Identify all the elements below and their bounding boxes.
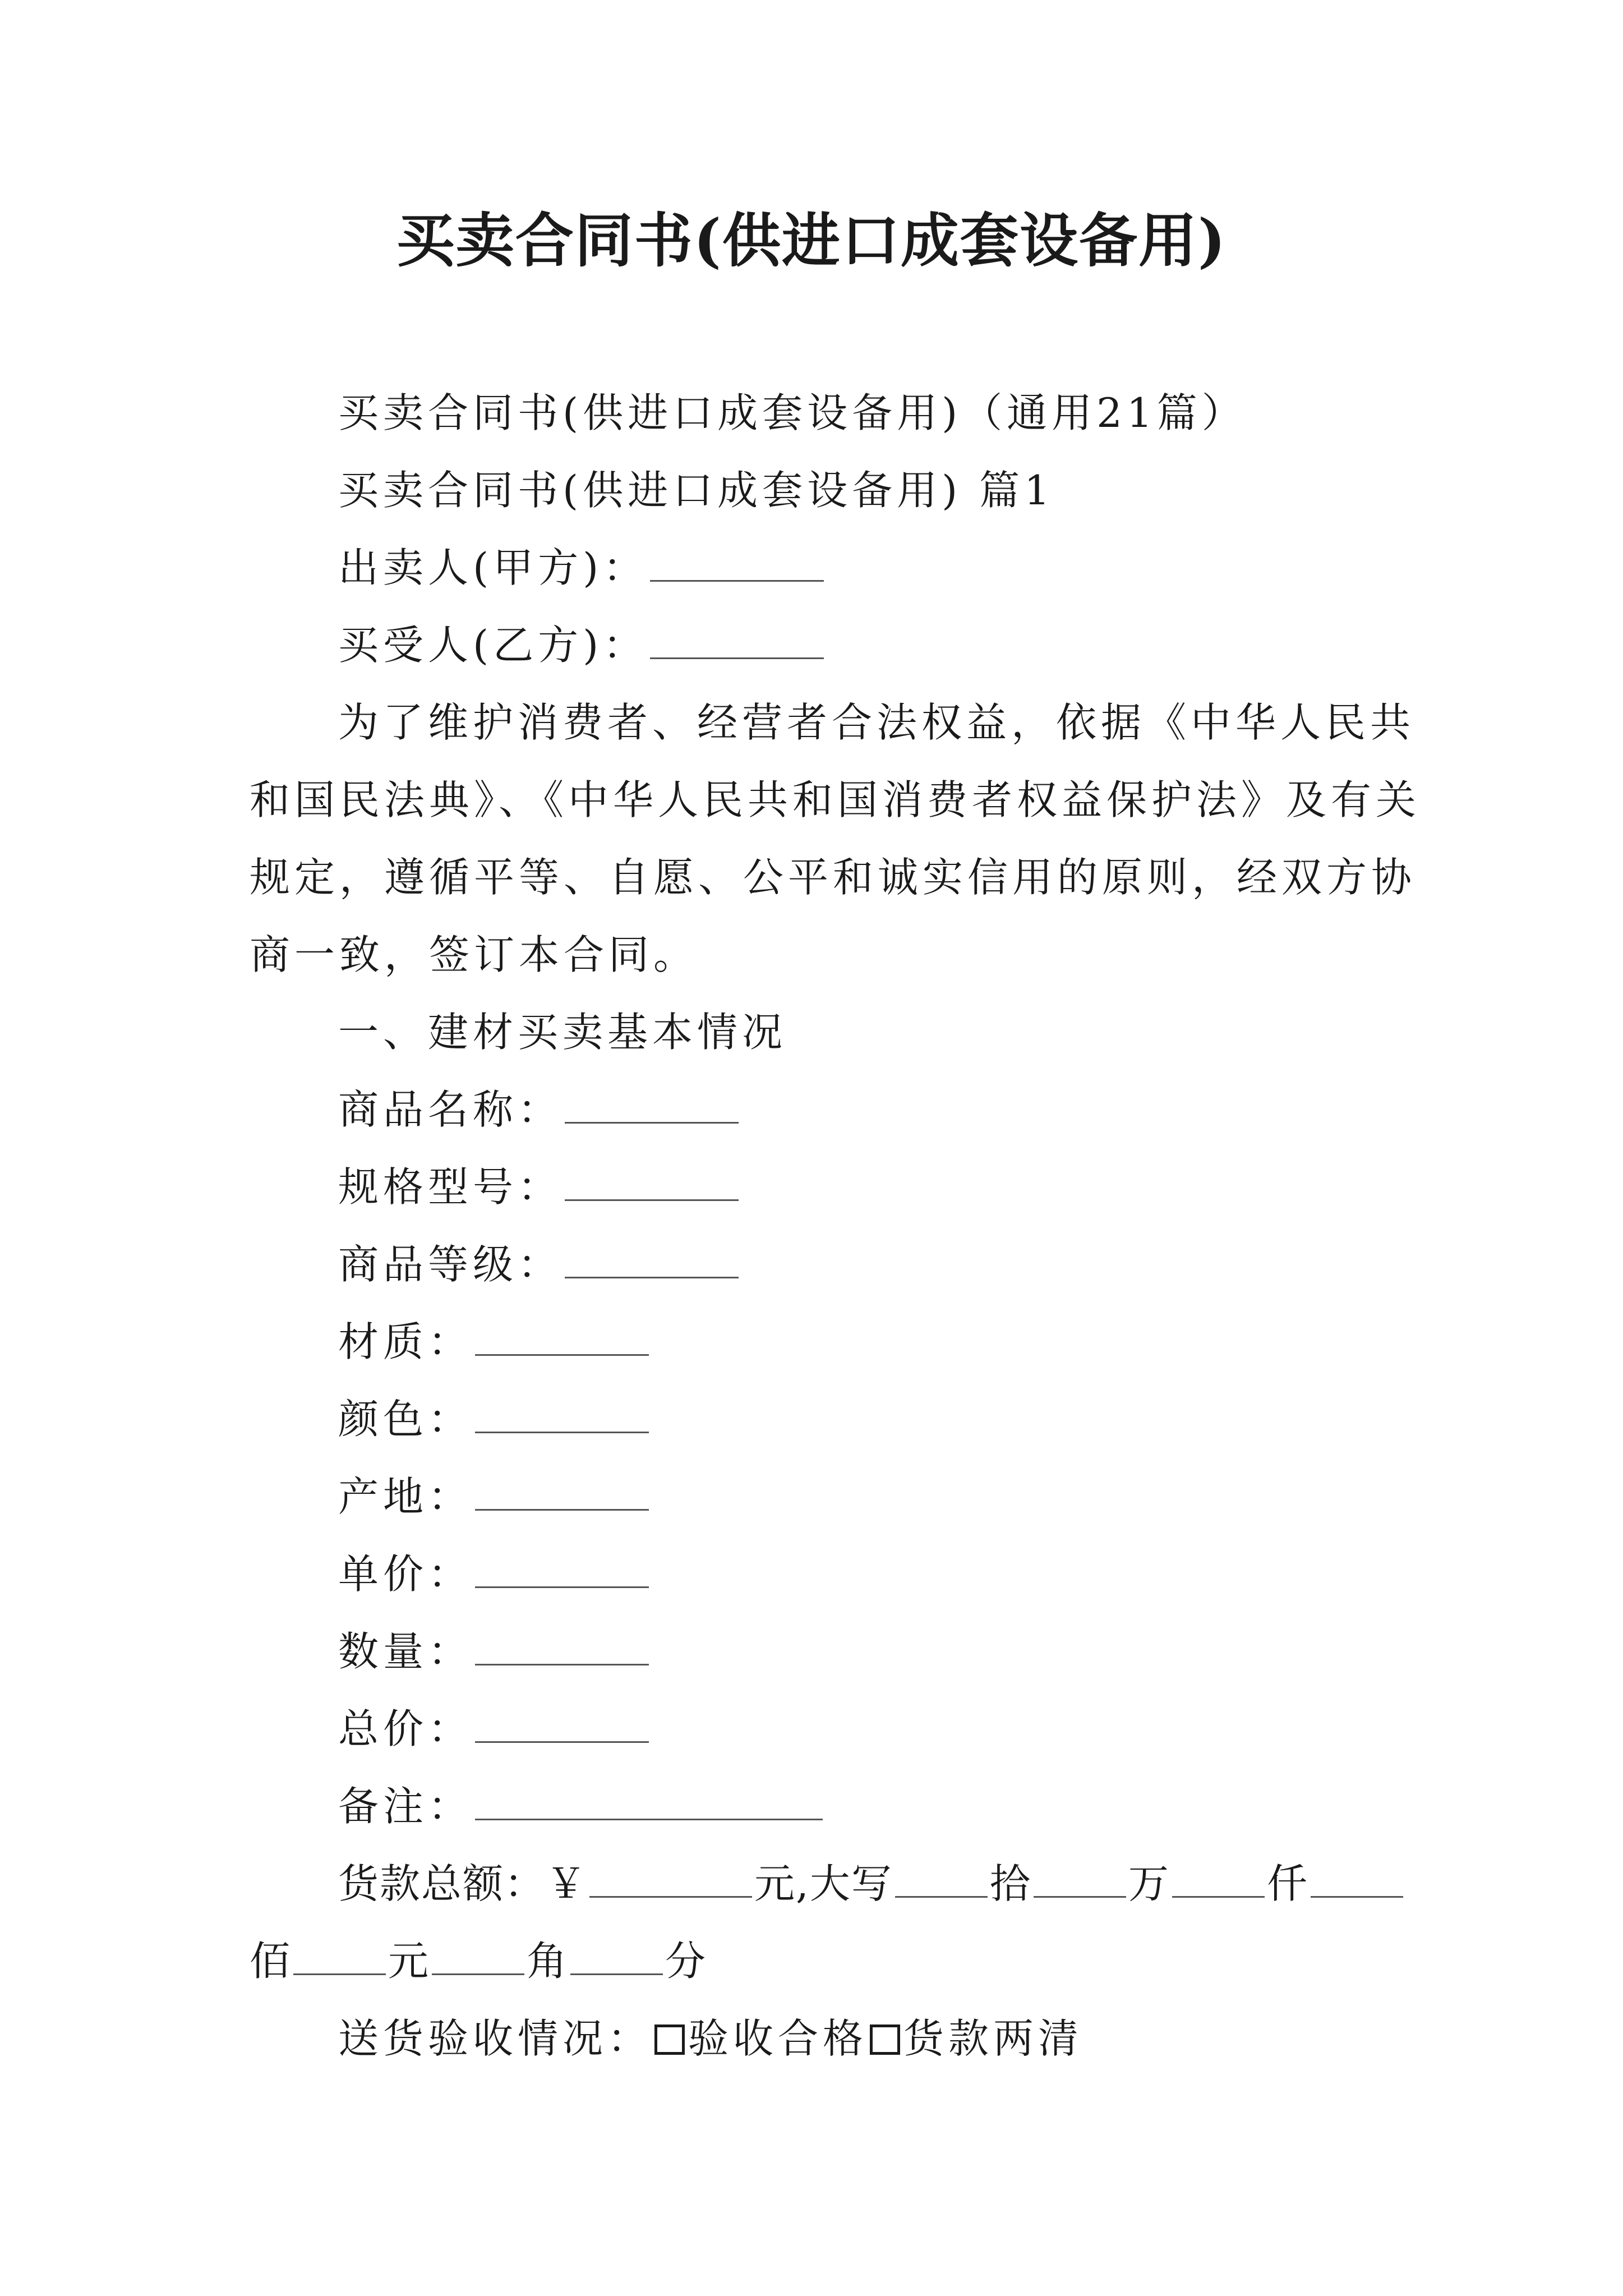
seller-label: 出卖人(甲方)： <box>338 544 648 591</box>
document-title: 买卖合同书(供进口成套设备用) <box>396 206 1227 275</box>
field-product-name <box>338 1086 741 1133</box>
field-label: 数量： <box>338 1628 473 1675</box>
field-blank <box>565 1244 739 1278</box>
delivery-option-2: 货款两清 <box>903 2015 1083 2062</box>
field-label: 颜色： <box>338 1396 473 1443</box>
checkbox-icon[interactable] <box>654 2024 685 2055</box>
field-origin <box>338 1473 651 1520</box>
field-label: 商品名称： <box>338 1086 563 1133</box>
seller-line <box>338 544 826 591</box>
payment-blank <box>293 1941 386 1975</box>
delivery-label: 送货验收情况： <box>338 2015 653 2062</box>
clause-1-heading: 一、建材买卖基本情况 <box>338 1009 787 1056</box>
field-blank <box>475 1786 823 1820</box>
intro-line-2: 和国民法典》、《中华人民共和国消费者权益保护法》及有关 <box>250 776 1421 823</box>
field-material <box>338 1318 651 1365</box>
field-label: 材质： <box>338 1318 473 1365</box>
field-remarks <box>338 1783 825 1830</box>
field-spec-model <box>338 1163 741 1211</box>
payment-blank <box>1034 1864 1126 1898</box>
payment-fen: 分 <box>665 1938 707 1985</box>
field-label: 备注： <box>338 1783 473 1830</box>
buyer-line <box>338 622 826 669</box>
buyer-label: 买受人(乙方)： <box>338 622 648 669</box>
field-label: 总价： <box>338 1705 473 1752</box>
buyer-blank <box>650 625 824 659</box>
field-color <box>338 1396 651 1443</box>
payment-amount-blank <box>589 1864 752 1898</box>
payment-bai: 佰 <box>250 1938 292 1985</box>
field-label: 商品等级： <box>338 1241 563 1288</box>
checkbox-icon[interactable] <box>870 2024 900 2055</box>
field-blank <box>565 1167 739 1201</box>
field-blank <box>475 1554 649 1588</box>
document-subtitle: 买卖合同书(供进口成套设备用)（通用21篇） <box>338 389 1247 436</box>
payment-wan: 万 <box>1128 1860 1170 1907</box>
field-blank <box>475 1631 649 1665</box>
intro-line-1: 为了维护消费者、经营者合法权益，依据《中华人民共 <box>338 699 1415 746</box>
field-label: 产地： <box>338 1473 473 1520</box>
payment-blank <box>432 1941 524 1975</box>
field-label: 规格型号： <box>338 1163 563 1211</box>
intro-line-3: 规定，遵循平等、自愿、公平和诚实信用的原则，经双方协 <box>250 854 1417 901</box>
payment-blank <box>570 1941 663 1975</box>
seller-blank <box>650 547 824 582</box>
payment-qian: 仟 <box>1266 1860 1308 1907</box>
field-label: 单价： <box>338 1550 473 1598</box>
section-heading: 买卖合同书(供进口成套设备用) 篇1 <box>338 467 1054 514</box>
intro-line-4: 商一致，签订本合同。 <box>250 931 699 978</box>
payment-blank <box>895 1864 988 1898</box>
field-blank <box>475 1399 649 1433</box>
payment-yuan-uppercase: 元,大写 <box>754 1860 893 1907</box>
field-blank <box>475 1476 649 1511</box>
delivery-line <box>338 2015 1083 2062</box>
delivery-option-1: 验收合格 <box>688 2015 868 2062</box>
field-unit-price <box>338 1550 651 1598</box>
field-grade <box>338 1241 741 1288</box>
field-blank <box>565 1089 739 1124</box>
payment-label: 货款总额：￥ <box>338 1860 588 1907</box>
payment-jiao: 角 <box>527 1938 569 1985</box>
payment-blank <box>1311 1864 1403 1898</box>
payment-line-2 <box>250 1938 707 1985</box>
payment-shi: 拾 <box>989 1860 1031 1907</box>
field-blank <box>475 1322 649 1356</box>
payment-blank <box>1172 1864 1265 1898</box>
payment-line-1 <box>338 1860 1405 1907</box>
payment-yuan: 元 <box>388 1938 430 1985</box>
field-total-price <box>338 1705 651 1752</box>
field-blank <box>475 1709 649 1743</box>
field-quantity <box>338 1628 651 1675</box>
